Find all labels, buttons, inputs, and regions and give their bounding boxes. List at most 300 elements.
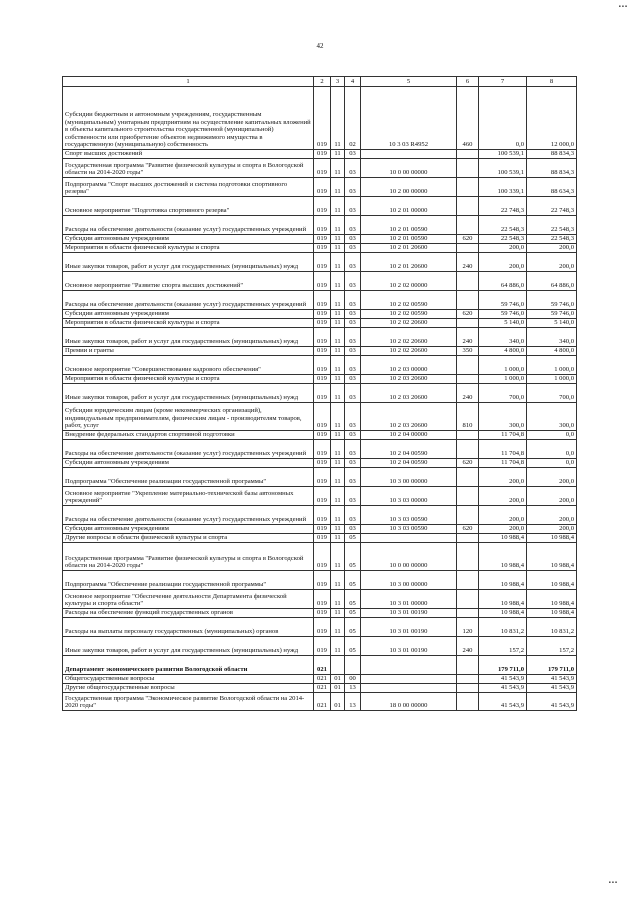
amount-2019-cell: 41 543,9	[527, 684, 577, 693]
row-name-cell: Субсидии бюджетным и автономным учреждениям, государственным (муниципальным) унитарным предприятиям на осуществление капитальных вложений в объекты капитального строительства государственной (муниципальной) собственности или приобретение объектов недвижимого имущества в государственную (муниципальную) собственность	[63, 87, 314, 150]
target-article-cell: 10 3 03 00590	[361, 525, 457, 534]
target-article-cell: 10 0 00 00000	[361, 159, 457, 178]
table-row	[63, 216, 577, 235]
row-name-cell: Основное мероприятие "Подготовка спортивного резерва"	[63, 197, 314, 216]
subsection-code-cell: 02	[345, 87, 361, 150]
expense-type-cell	[457, 244, 479, 253]
target-article-cell: 10 0 00 00000	[361, 543, 457, 571]
amount-2018-cell: 200,0	[479, 506, 527, 525]
grbs-code-cell: 019	[314, 384, 331, 403]
amount-2019-cell: 200,0	[527, 525, 577, 534]
expense-type-cell	[457, 178, 479, 197]
table-row	[63, 506, 577, 525]
grbs-code-cell: 019	[314, 310, 331, 319]
grbs-code-cell: 019	[314, 159, 331, 178]
row-name-cell: Спорт высших достижений	[63, 150, 314, 159]
amount-2018-cell: 11 704,8	[479, 440, 527, 459]
amount-2019-cell: 59 746,0	[527, 310, 577, 319]
target-article-cell: 10 2 02 20600	[361, 328, 457, 347]
expense-type-cell	[457, 440, 479, 459]
section-code-cell: 11	[331, 609, 345, 618]
target-article-cell: 10 2 04 00590	[361, 440, 457, 459]
table-row	[63, 431, 577, 440]
section-code-cell: 11	[331, 244, 345, 253]
amount-2018-cell: 22 748,3	[479, 197, 527, 216]
subsection-code-cell: 05	[345, 534, 361, 543]
amount-2018-cell: 300,0	[479, 403, 527, 431]
section-code-cell: 11	[331, 571, 345, 590]
amount-2018-cell: 200,0	[479, 487, 527, 506]
section-code-cell: 11	[331, 319, 345, 328]
expense-type-cell: 240	[457, 328, 479, 347]
subsection-code-cell: 03	[345, 253, 361, 272]
row-name-cell: Субсидии автономным учреждениям	[63, 235, 314, 244]
grbs-code-cell: 019	[314, 609, 331, 618]
section-code-cell: 11	[331, 328, 345, 347]
amount-2019-cell: 64 886,0	[527, 272, 577, 291]
corner-mark-bottom: ▪▪▪	[608, 880, 618, 886]
grbs-code-cell: 019	[314, 375, 331, 384]
table-row	[63, 403, 577, 431]
amount-2018-cell: 11 704,8	[479, 431, 527, 440]
row-name-cell: Другие общегосударственные вопросы	[63, 684, 314, 693]
row-name-cell: Департамент экономического развития Вологодской области	[63, 656, 314, 675]
grbs-code-cell: 019	[314, 197, 331, 216]
expense-type-cell	[457, 291, 479, 310]
subsection-code-cell: 05	[345, 618, 361, 637]
row-name-cell: Субсидии юридическим лицам (кроме некоммерческих организаций), индивидуальным предпринимателям, физическим лицам - производителям товаров, работ, услуг	[63, 403, 314, 431]
expense-type-cell	[457, 675, 479, 684]
section-code-cell: 11	[331, 534, 345, 543]
amount-2019-cell: 41 543,9	[527, 675, 577, 684]
row-name-cell: Иные закупки товаров, работ и услуг для государственных (муниципальных) нужд	[63, 637, 314, 656]
section-code-cell: 11	[331, 384, 345, 403]
amount-2018-cell: 59 746,0	[479, 310, 527, 319]
header-cell: 6	[457, 77, 479, 87]
grbs-code-cell: 019	[314, 618, 331, 637]
amount-2019-cell: 41 543,9	[527, 693, 577, 711]
subsection-code-cell: 03	[345, 356, 361, 375]
subsection-code-cell: 03	[345, 431, 361, 440]
subsection-code-cell: 03	[345, 291, 361, 310]
table-row	[63, 543, 577, 571]
target-article-cell	[361, 675, 457, 684]
expense-type-cell: 620	[457, 310, 479, 319]
grbs-code-cell: 019	[314, 468, 331, 487]
section-code-cell: 11	[331, 525, 345, 534]
grbs-code-cell: 019	[314, 440, 331, 459]
section-code-cell: 11	[331, 459, 345, 468]
grbs-code-cell: 021	[314, 675, 331, 684]
section-code-cell: 11	[331, 356, 345, 375]
row-name-cell: Общегосударственные вопросы	[63, 675, 314, 684]
subsection-code-cell: 03	[345, 328, 361, 347]
subsection-code-cell: 03	[345, 459, 361, 468]
section-code-cell: 11	[331, 637, 345, 656]
amount-2018-cell: 100 339,1	[479, 178, 527, 197]
table-row	[63, 459, 577, 468]
target-article-cell	[361, 656, 457, 675]
amount-2018-cell: 59 746,0	[479, 291, 527, 310]
amount-2019-cell: 300,0	[527, 403, 577, 431]
row-name-cell: Основное мероприятие "Совершенствование кадрового обеспечения"	[63, 356, 314, 375]
table-row	[63, 384, 577, 403]
table-row	[63, 310, 577, 319]
amount-2018-cell: 157,2	[479, 637, 527, 656]
expense-type-cell: 460	[457, 87, 479, 150]
section-code-cell: 11	[331, 178, 345, 197]
target-article-cell	[361, 534, 457, 543]
section-code-cell: 01	[331, 693, 345, 711]
amount-2019-cell: 10 988,4	[527, 571, 577, 590]
subsection-code-cell: 03	[345, 310, 361, 319]
subsection-code-cell: 13	[345, 693, 361, 711]
target-article-cell: 10 2 02 20600	[361, 347, 457, 356]
subsection-code-cell: 03	[345, 403, 361, 431]
grbs-code-cell: 019	[314, 244, 331, 253]
table-header-row	[63, 77, 577, 87]
section-code-cell: 11	[331, 440, 345, 459]
page-number: 42	[316, 42, 324, 50]
expense-type-cell	[457, 431, 479, 440]
expense-type-cell	[457, 543, 479, 571]
target-article-cell: 10 2 01 00590	[361, 216, 457, 235]
row-name-cell: Расходы на обеспечение деятельности (оказание услуг) государственных учреждений	[63, 440, 314, 459]
amount-2019-cell: 0,0	[527, 459, 577, 468]
subsection-code-cell	[345, 656, 361, 675]
table-row	[63, 618, 577, 637]
table-row	[63, 87, 577, 150]
row-name-cell: Подпрограмма "Обеспечение реализации государственной программы"	[63, 468, 314, 487]
subsection-code-cell: 13	[345, 684, 361, 693]
amount-2019-cell: 4 800,0	[527, 347, 577, 356]
table-row	[63, 571, 577, 590]
target-article-cell: 10 2 03 20600	[361, 403, 457, 431]
section-code-cell: 11	[331, 159, 345, 178]
amount-2019-cell: 10 988,4	[527, 543, 577, 571]
table-row	[63, 534, 577, 543]
header-cell: 1	[63, 77, 314, 87]
amount-2018-cell: 64 886,0	[479, 272, 527, 291]
expense-type-cell	[457, 159, 479, 178]
subsection-code-cell: 00	[345, 675, 361, 684]
amount-2019-cell: 5 140,0	[527, 319, 577, 328]
target-article-cell: 10 3 03 00590	[361, 506, 457, 525]
section-code-cell: 11	[331, 431, 345, 440]
subsection-code-cell: 03	[345, 468, 361, 487]
table-row	[63, 637, 577, 656]
subsection-code-cell: 05	[345, 571, 361, 590]
amount-2018-cell: 340,0	[479, 328, 527, 347]
expense-type-cell	[457, 571, 479, 590]
header-cell: 7	[479, 77, 527, 87]
grbs-code-cell: 019	[314, 356, 331, 375]
target-article-cell: 10 3 01 00000	[361, 590, 457, 609]
table-row	[63, 197, 577, 216]
table-row	[63, 656, 577, 675]
expense-type-cell	[457, 272, 479, 291]
target-article-cell: 10 2 03 00000	[361, 356, 457, 375]
header-cell: 8	[527, 77, 577, 87]
amount-2018-cell: 10 988,4	[479, 590, 527, 609]
subsection-code-cell: 03	[345, 319, 361, 328]
target-article-cell: 10 2 02 00590	[361, 291, 457, 310]
grbs-code-cell: 019	[314, 272, 331, 291]
section-code-cell: 11	[331, 291, 345, 310]
table-body	[63, 87, 577, 711]
row-name-cell: Мероприятия в области физической культуры и спорта	[63, 375, 314, 384]
amount-2018-cell: 0,0	[479, 87, 527, 150]
target-article-cell: 10 3 01 00190	[361, 618, 457, 637]
target-article-cell: 10 3 03 R4952	[361, 87, 457, 150]
subsection-code-cell: 03	[345, 440, 361, 459]
amount-2018-cell: 200,0	[479, 468, 527, 487]
expense-type-cell	[457, 468, 479, 487]
subsection-code-cell: 03	[345, 384, 361, 403]
subsection-code-cell: 03	[345, 178, 361, 197]
grbs-code-cell: 019	[314, 525, 331, 534]
amount-2018-cell: 11 704,8	[479, 459, 527, 468]
grbs-code-cell: 019	[314, 637, 331, 656]
grbs-code-cell: 019	[314, 87, 331, 150]
row-name-cell: Расходы на обеспечение деятельности (оказание услуг) государственных учреждений	[63, 506, 314, 525]
table-row	[63, 525, 577, 534]
section-code-cell: 11	[331, 618, 345, 637]
grbs-code-cell: 019	[314, 150, 331, 159]
amount-2018-cell: 10 988,4	[479, 571, 527, 590]
target-article-cell: 10 2 01 20600	[361, 253, 457, 272]
table-row	[63, 356, 577, 375]
corner-mark-top: ▪▪▪	[618, 4, 628, 10]
amount-2018-cell: 200,0	[479, 253, 527, 272]
grbs-code-cell: 019	[314, 235, 331, 244]
amount-2019-cell: 200,0	[527, 506, 577, 525]
amount-2018-cell: 41 543,9	[479, 693, 527, 711]
target-article-cell: 10 2 04 00590	[361, 459, 457, 468]
table-row	[63, 590, 577, 609]
table-row	[63, 272, 577, 291]
expense-type-cell	[457, 356, 479, 375]
amount-2019-cell: 200,0	[527, 244, 577, 253]
amount-2019-cell: 1 000,0	[527, 356, 577, 375]
row-name-cell: Иные закупки товаров, работ и услуг для государственных (муниципальных) нужд	[63, 328, 314, 347]
amount-2018-cell: 1 000,0	[479, 375, 527, 384]
subsection-code-cell: 05	[345, 637, 361, 656]
table-row	[63, 440, 577, 459]
expense-type-cell	[457, 534, 479, 543]
grbs-code-cell: 019	[314, 291, 331, 310]
section-code-cell: 11	[331, 468, 345, 487]
grbs-code-cell: 019	[314, 178, 331, 197]
target-article-cell: 10 2 02 20600	[361, 319, 457, 328]
header-cell: 4	[345, 77, 361, 87]
table-row	[63, 609, 577, 618]
table-row	[63, 487, 577, 506]
target-article-cell: 18 0 00 00000	[361, 693, 457, 711]
section-code-cell: 11	[331, 235, 345, 244]
target-article-cell: 10 2 04 00000	[361, 431, 457, 440]
table-row	[63, 253, 577, 272]
expense-type-cell	[457, 319, 479, 328]
target-article-cell: 10 2 03 20600	[361, 384, 457, 403]
grbs-code-cell: 019	[314, 590, 331, 609]
expense-type-cell: 240	[457, 253, 479, 272]
grbs-code-cell: 019	[314, 328, 331, 347]
expense-type-cell	[457, 684, 479, 693]
section-code-cell: 11	[331, 272, 345, 291]
row-name-cell: Премии и гранты	[63, 347, 314, 356]
expense-type-cell: 120	[457, 618, 479, 637]
amount-2018-cell: 1 000,0	[479, 356, 527, 375]
grbs-code-cell: 019	[314, 459, 331, 468]
header-cell: 2	[314, 77, 331, 87]
amount-2018-cell: 4 800,0	[479, 347, 527, 356]
table-row	[63, 159, 577, 178]
grbs-code-cell: 019	[314, 347, 331, 356]
row-name-cell: Государственная программа "Экономическое развитие Вологодской области на 2014-2020 годы"	[63, 693, 314, 711]
amount-2019-cell: 10 831,2	[527, 618, 577, 637]
amount-2019-cell: 12 000,0	[527, 87, 577, 150]
target-article-cell: 10 2 03 20600	[361, 375, 457, 384]
row-name-cell: Расходы на обеспечение деятельности (оказание услуг) государственных учреждений	[63, 291, 314, 310]
amount-2019-cell: 88 634,3	[527, 178, 577, 197]
grbs-code-cell: 021	[314, 656, 331, 675]
row-name-cell: Внедрение федеральных стандартов спортивной подготовки	[63, 431, 314, 440]
expense-type-cell	[457, 375, 479, 384]
subsection-code-cell: 03	[345, 244, 361, 253]
table-row	[63, 675, 577, 684]
row-name-cell: Иные закупки товаров, работ и услуг для государственных (муниципальных) нужд	[63, 384, 314, 403]
amount-2018-cell: 700,0	[479, 384, 527, 403]
amount-2019-cell: 700,0	[527, 384, 577, 403]
row-name-cell: Мероприятия в области физической культуры и спорта	[63, 319, 314, 328]
section-code-cell: 11	[331, 506, 345, 525]
amount-2018-cell: 10 831,2	[479, 618, 527, 637]
expense-type-cell	[457, 693, 479, 711]
amount-2019-cell: 22 548,3	[527, 216, 577, 235]
row-name-cell: Расходы на выплаты персоналу государственных (муниципальных) органов	[63, 618, 314, 637]
section-code-cell: 11	[331, 543, 345, 571]
subsection-code-cell: 03	[345, 216, 361, 235]
amount-2018-cell: 10 988,4	[479, 609, 527, 618]
amount-2018-cell: 22 548,3	[479, 216, 527, 235]
subsection-code-cell: 03	[345, 347, 361, 356]
row-name-cell: Мероприятия в области физической культуры и спорта	[63, 244, 314, 253]
amount-2019-cell: 88 834,3	[527, 150, 577, 159]
amount-2018-cell: 10 988,4	[479, 534, 527, 543]
expense-type-cell: 620	[457, 235, 479, 244]
subsection-code-cell: 03	[345, 235, 361, 244]
row-name-cell: Подпрограмма "Спорт высших достижений и система подготовки спортивного резерва"	[63, 178, 314, 197]
target-article-cell: 10 3 00 00000	[361, 571, 457, 590]
row-name-cell: Субсидии автономным учреждениям	[63, 525, 314, 534]
table-row	[63, 347, 577, 356]
grbs-code-cell: 021	[314, 684, 331, 693]
section-code-cell: 11	[331, 253, 345, 272]
header-cell: 3	[331, 77, 345, 87]
amount-2019-cell: 10 988,4	[527, 609, 577, 618]
table-row	[63, 468, 577, 487]
expense-type-cell	[457, 506, 479, 525]
target-article-cell: 10 2 01 20600	[361, 244, 457, 253]
amount-2018-cell: 200,0	[479, 244, 527, 253]
amount-2019-cell: 179 711,0	[527, 656, 577, 675]
target-article-cell: 10 2 01 00000	[361, 197, 457, 216]
amount-2018-cell: 5 140,0	[479, 319, 527, 328]
row-name-cell: Субсидии автономным учреждениям	[63, 459, 314, 468]
expense-type-cell	[457, 150, 479, 159]
amount-2018-cell: 41 543,9	[479, 684, 527, 693]
section-code-cell: 11	[331, 487, 345, 506]
expense-type-cell: 350	[457, 347, 479, 356]
table-row	[63, 244, 577, 253]
expense-type-cell	[457, 216, 479, 235]
grbs-code-cell: 019	[314, 534, 331, 543]
grbs-code-cell: 019	[314, 216, 331, 235]
subsection-code-cell: 03	[345, 272, 361, 291]
amount-2019-cell: 157,2	[527, 637, 577, 656]
expense-type-cell	[457, 590, 479, 609]
amount-2019-cell: 22 548,3	[527, 235, 577, 244]
amount-2018-cell: 179 711,0	[479, 656, 527, 675]
target-article-cell: 10 3 01 00190	[361, 609, 457, 618]
table-row	[63, 150, 577, 159]
subsection-code-cell: 03	[345, 375, 361, 384]
subsection-code-cell: 03	[345, 150, 361, 159]
grbs-code-cell: 019	[314, 543, 331, 571]
row-name-cell: Основное мероприятие "Обеспечение деятельности Департамента физической культуры и спорта области"	[63, 590, 314, 609]
row-name-cell: Расходы на обеспечение деятельности (оказание услуг) государственных учреждений	[63, 216, 314, 235]
expense-type-cell	[457, 487, 479, 506]
subsection-code-cell: 03	[345, 159, 361, 178]
target-article-cell: 10 3 01 00190	[361, 637, 457, 656]
amount-2019-cell: 88 834,3	[527, 159, 577, 178]
expense-type-cell: 620	[457, 525, 479, 534]
amount-2019-cell: 1 000,0	[527, 375, 577, 384]
header-cell: 5	[361, 77, 457, 87]
target-article-cell	[361, 150, 457, 159]
section-code-cell: 11	[331, 590, 345, 609]
expense-type-cell	[457, 609, 479, 618]
subsection-code-cell: 05	[345, 590, 361, 609]
expense-type-cell	[457, 656, 479, 675]
subsection-code-cell: 03	[345, 525, 361, 534]
amount-2019-cell: 22 748,3	[527, 197, 577, 216]
table-row	[63, 693, 577, 711]
amount-2018-cell: 200,0	[479, 525, 527, 534]
amount-2018-cell: 41 543,9	[479, 675, 527, 684]
target-article-cell	[361, 684, 457, 693]
expense-type-cell: 240	[457, 637, 479, 656]
amount-2019-cell: 200,0	[527, 487, 577, 506]
grbs-code-cell: 019	[314, 487, 331, 506]
amount-2019-cell: 340,0	[527, 328, 577, 347]
section-code-cell	[331, 656, 345, 675]
grbs-code-cell: 019	[314, 571, 331, 590]
section-code-cell: 11	[331, 150, 345, 159]
section-code-cell: 01	[331, 684, 345, 693]
grbs-code-cell: 019	[314, 431, 331, 440]
subsection-code-cell: 03	[345, 197, 361, 216]
table-row	[63, 375, 577, 384]
grbs-code-cell: 021	[314, 693, 331, 711]
row-name-cell: Субсидии автономным учреждениям	[63, 310, 314, 319]
target-article-cell: 10 2 00 00000	[361, 178, 457, 197]
section-code-cell: 11	[331, 403, 345, 431]
section-code-cell: 11	[331, 310, 345, 319]
amount-2018-cell: 10 988,4	[479, 543, 527, 571]
target-article-cell: 10 2 01 00590	[361, 235, 457, 244]
